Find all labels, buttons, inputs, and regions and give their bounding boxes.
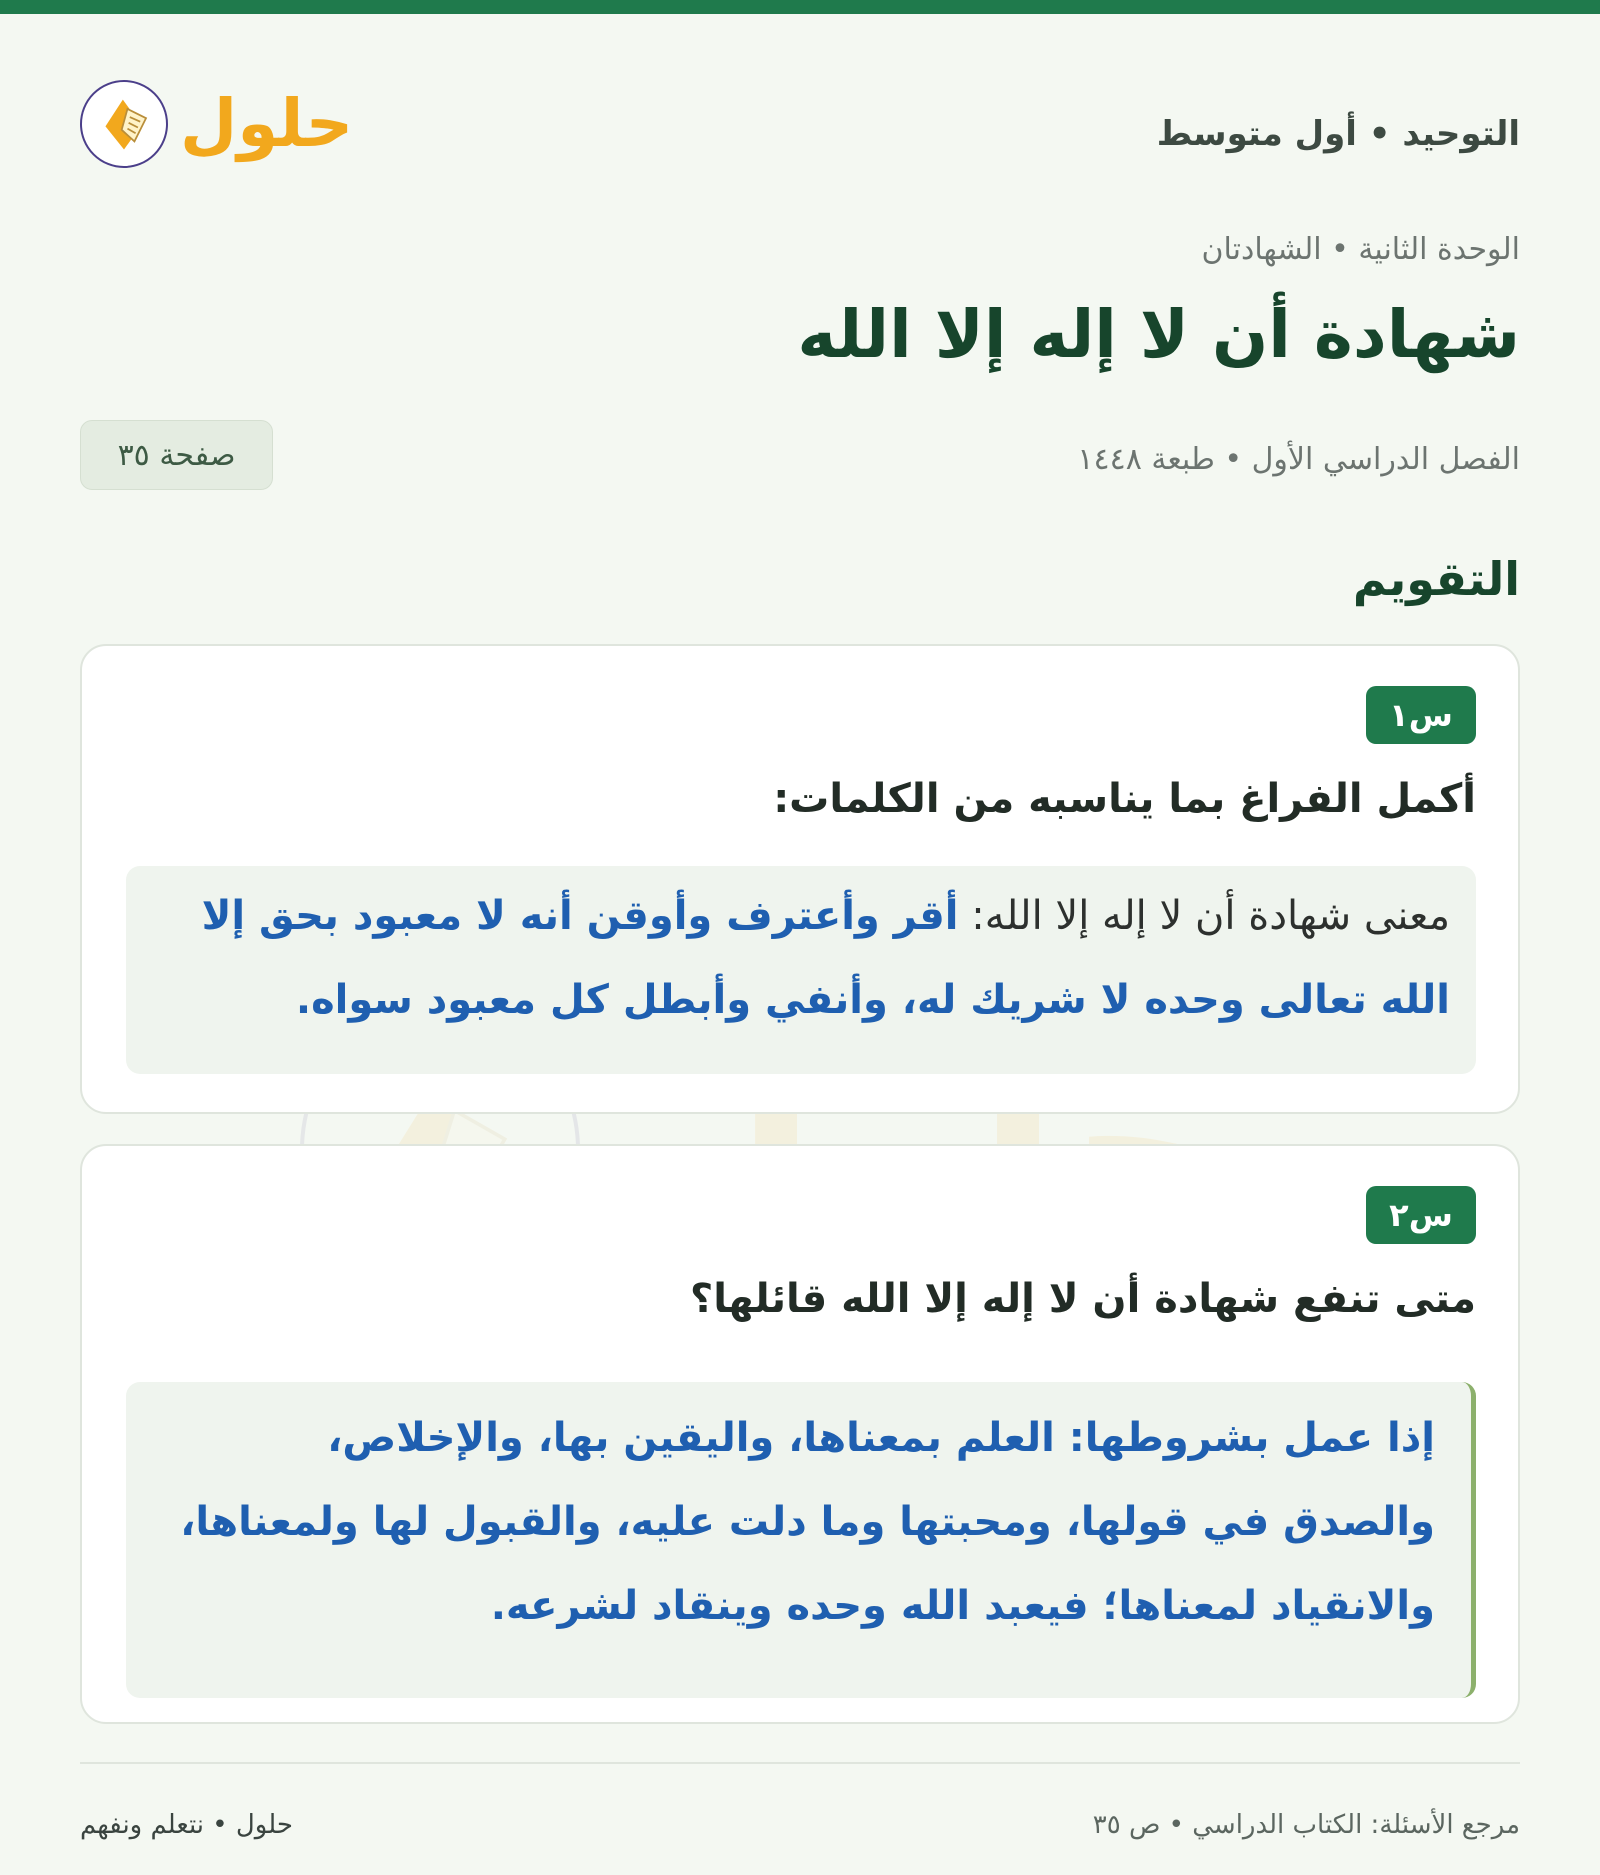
footer-reference: مرجع الأسئلة: الكتاب الدراسي • ص ٣٥ (1092, 1810, 1520, 1840)
footer-divider (80, 1762, 1520, 1764)
header (80, 74, 1520, 174)
unit-breadcrumb: الوحدة الثانية • الشهادتان (1201, 232, 1520, 267)
question-badge: س١ (1366, 686, 1476, 744)
page-number-badge: صفحة ٣٥ (80, 420, 273, 490)
question-card-1 (80, 644, 1520, 1114)
brand-logo[interactable] (80, 74, 380, 174)
question-text: أكمل الفراغ بما يناسبه من الكلمات: (773, 776, 1476, 822)
lesson-title: شهادة أن لا إله إلا الله (797, 296, 1520, 373)
brand-wordmark: حلول (180, 85, 354, 162)
answer-prefix: معنى شهادة أن لا إله إلا الله: (958, 893, 1450, 939)
book-icon (80, 80, 168, 168)
page (80, 14, 1520, 1875)
question-text: متى تنفع شهادة أن لا إله إلا الله قائلها؟ (690, 1276, 1476, 1322)
answer-text: إذا عمل بشروطها: العلم بمعناها، واليقين بها، والإخلاص، والصدق في قولها، ومحبتها وما دلت عليه، والقبول لها ولمعناها، والانقياد لمعناها؛ فيعبد الله وحده وينقاد لشرعه. (180, 1415, 1435, 1629)
question-card-2 (80, 1144, 1520, 1724)
answer-box (126, 1382, 1476, 1698)
answer-text: أقر وأعترف وأوقن أنه لا معبود بحق إلا الله تعالى وحده لا شريك له، وأنفي وأبطل كل معبود سواه. (201, 893, 1450, 1023)
subject-grade-label: التوحيد • أول متوسط (1156, 114, 1520, 154)
footer-brand: حلول • نتعلم ونفهم (80, 1810, 293, 1840)
term-edition-label: الفصل الدراسي الأول • طبعة ١٤٤٨ (1077, 442, 1520, 477)
top-accent-stripe (0, 0, 1600, 14)
section-title: التقويم (1352, 552, 1520, 606)
question-badge: س٢ (1366, 1186, 1476, 1244)
answer-box (126, 866, 1476, 1074)
